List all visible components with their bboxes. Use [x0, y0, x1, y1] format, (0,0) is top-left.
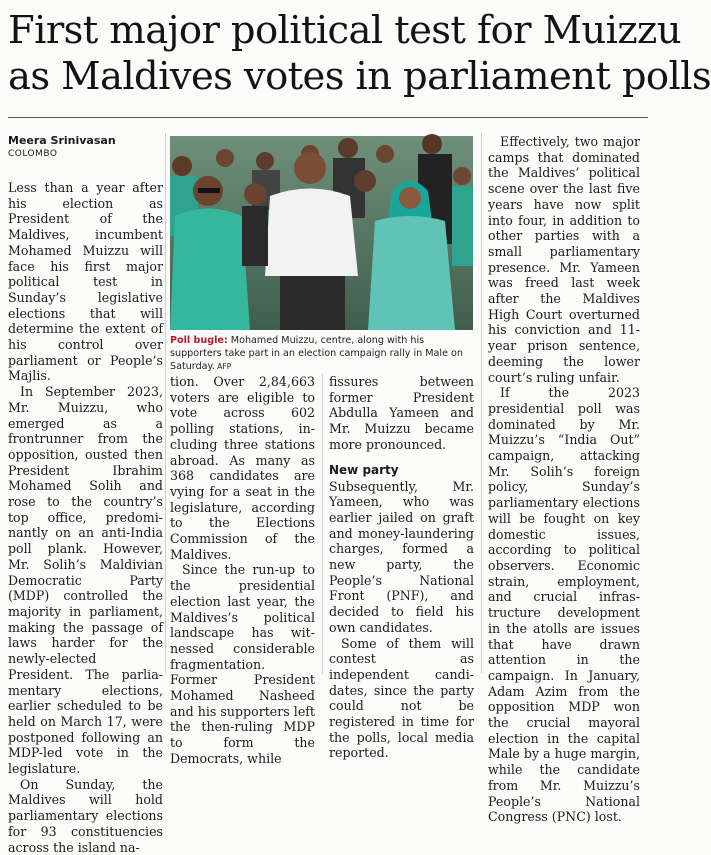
paragraph: Some of them will contest as independent candidates, since the party could not be registered in time for the polls, local media reported. — [329, 635, 474, 761]
paragraph: If the 2023 presidential poll was dominated by Mr. Muizzu’s “India Out” campaign, attacking Mr. Solih’s foreign policy, Sunday’s parliamentary elections will be fought on key domestic issues, according to political observers. Economic strain, employment, and crucial infrastructure development in the atolls are issues that have drawn attention in the campaign. In January, Adam Azim from the opposition MDP won the crucial mayoral election in the capital Male by a huge margin, while the candidate from Mr. Muizzu’s People’s National Congress (PNC) lost. — [488, 385, 640, 825]
caption-text: Mohamed Muizzu, centre, along with his supporters take part in an election campaign rally in Male on Saturday. — [170, 335, 463, 372]
byline-place: COLOMBO — [8, 149, 58, 159]
column-divider — [322, 374, 323, 674]
paragraph: Subsequently, Mr. Yameen, who was earlier jailed on graft and money-laundering charges, formed a new party, the People’s National Front (PNF), and decided to field his own candidates. — [329, 478, 474, 635]
rally-photo-illustration — [170, 136, 473, 330]
headline-rule — [8, 117, 648, 118]
article-column-3 — [329, 374, 474, 761]
headline — [8, 8, 711, 100]
news-photo — [170, 136, 473, 330]
article-column-2 — [170, 374, 315, 766]
article-column-4 — [488, 134, 640, 825]
photo-caption — [170, 334, 473, 373]
article-column-1 — [8, 133, 163, 855]
headline-line-2: as Maldives votes in parliament polls — [8, 54, 711, 99]
paragraph: fissures between former President Abdulla Yameen and Mr. Muizzu became more pronounced. — [329, 374, 474, 452]
column-divider — [165, 133, 166, 673]
paragraph: In September 2023, Mr. Muizzu, who emerged as a frontrunner from the opposition, ousted then President Ibrahim Mohamed Solih and rose to the country’s top office, predominantly on an anti-India poll plank. However, Mr. Solih’s Maldivian Democratic Party (MDP) controlled the majority in parliament, making the passage of laws harder for the newly-elected President. The parliamentary elections, earlier scheduled to be held on March 17, were postponed following an MDP-led vote in the legislature. — [8, 384, 163, 777]
paragraph: Less than a year after his election as President of the Maldives, incumbent Mohamed Muizzu will face his first major political test in Sunday’s legislative elections that will determine the extent of his control over parliament or People’s Majlis. — [8, 180, 163, 384]
paragraph: On Sunday, the Maldives will hold parliamentary elections for 93 constituencies across the island na- — [8, 776, 163, 855]
headline-line-1: First major political test for Muizzu — [8, 8, 681, 53]
paragraph: Since the run-up to the presidential election last year, the Maldives’s political landscape has witnessed considerable fragmentation. Former President Mohamed Nasheed and his supporters left the then-ruling MDP to form the Democrats, while — [170, 562, 315, 766]
subhead-new-party: New party — [329, 462, 399, 477]
caption-lead: Poll bugle: — [170, 335, 228, 346]
paragraph: Effectively, two major camps that dominated the Maldives’ political scene over the last five years have now split into four, in addition to other parties with a small parliamentary presence. Mr. Yameen was freed last week after the Maldives High Court overturned his conviction and 11-year prison sentence, deeming the lower court’s ruling unfair. — [488, 134, 640, 385]
paragraph: tion. Over 2,84,663 voters are eligible to vote across 602 polling stations, including three stations abroad. As many as 368 candidates are vying for a seat in the legislature, according to the Elections Commission of the Maldives. — [170, 374, 315, 562]
column-divider — [481, 133, 482, 673]
photo-credit: AFP — [214, 362, 232, 371]
byline-name: Meera Srinivasan — [8, 134, 116, 147]
